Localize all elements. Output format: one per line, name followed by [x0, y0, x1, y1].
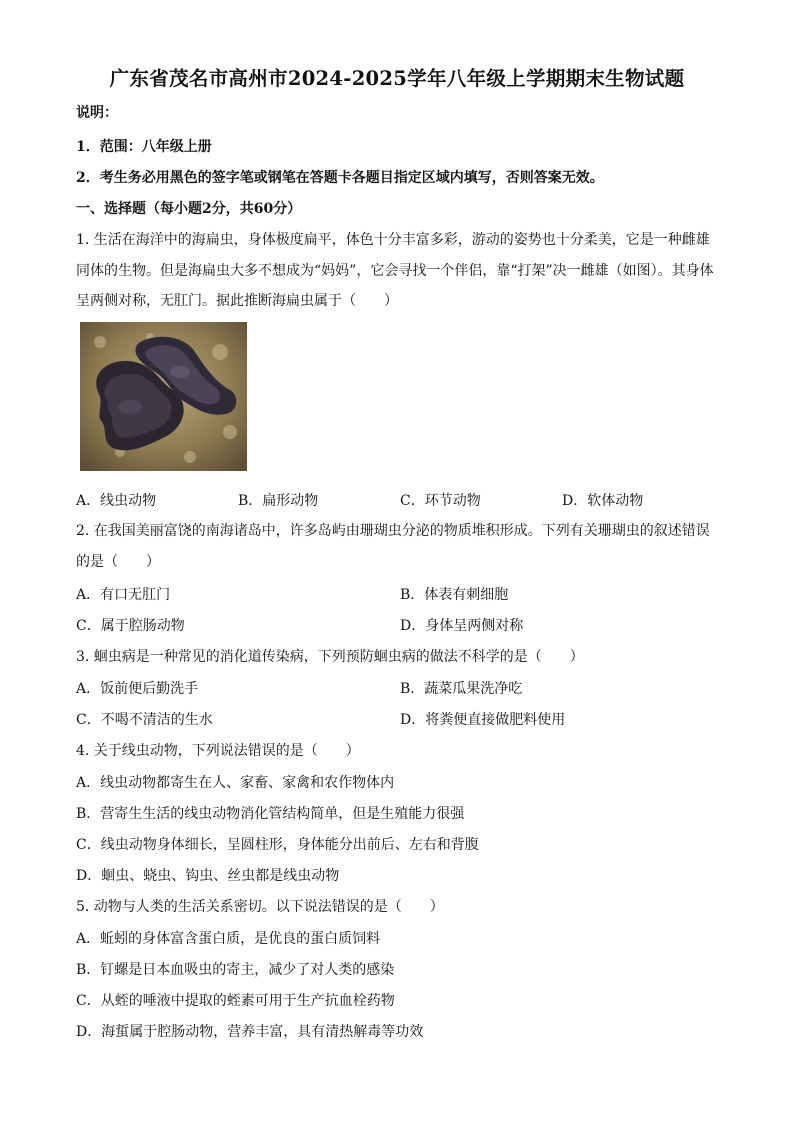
q4-option-b[interactable]: B．营寄生生活的线虫动物消化管结构简单，但是生殖能力很强 [76, 806, 465, 822]
q2-option-c[interactable]: C．属于腔肠动物 [76, 618, 185, 634]
notes-header: 说明： [76, 105, 118, 121]
q5-option-a[interactable]: A．蚯蚓的身体富含蛋白质，是优良的蛋白质饲料 [76, 931, 381, 947]
q2-option-a[interactable]: A．有口无肛门 [76, 587, 171, 603]
note-scope: 1．范围：八年级上册 [76, 139, 212, 155]
exam-title: 广东省茂名市高州市2024-2025学年八年级上学期期末生物试题 [109, 67, 685, 90]
question-4-stem: 4. 关于线虫动物，下列说法错误的是（ ） [76, 743, 360, 759]
q5-option-d[interactable]: D．海蜇属于腔肠动物，营养丰富，具有清热解毒等功效 [76, 1024, 424, 1040]
flatworm-image [80, 322, 247, 471]
q3-option-d[interactable]: D．将粪便直接做肥料使用 [400, 712, 566, 728]
question-1-stem: 1. 生活在海洋中的海扁虫，身体极度扁平，体色十分丰富多彩，游动的姿势也十分柔美，它是一种雌雄同体的生物。但是海扁虫大多不想成为“妈妈”，它会寻找一个伴侣，靠“打架”决一雌雄（如图）。其身体呈两侧对称，无肛门。据此推断海扁虫属于（ ） [76, 232, 714, 309]
q5-option-c[interactable]: C．从蛭的唾液中提取的蛭素可用于生产抗血栓药物 [76, 993, 395, 1009]
q3-option-c[interactable]: C．不喝不清洁的生水 [76, 712, 213, 728]
flatworm-photo [80, 322, 247, 471]
q2-option-d[interactable]: D．身体呈两侧对称 [400, 618, 524, 634]
q2-option-b[interactable]: B．体表有刺细胞 [400, 587, 509, 603]
q1-option-d[interactable]: D．软体动物 [562, 493, 644, 509]
q5-option-b[interactable]: B．钉螺是日本血吸虫的寄主，减少了对人类的感染 [76, 962, 395, 978]
q4-option-c[interactable]: C．线虫动物身体细长，呈圆柱形，身体能分出前后、左右和背腹 [76, 837, 479, 853]
q4-option-d[interactable]: D．蛔虫、蛲虫、钩虫、丝虫都是线虫动物 [76, 868, 340, 884]
q4-option-a[interactable]: A．线虫动物都寄生在人、家畜、家禽和农作物体内 [76, 775, 395, 791]
q3-option-b[interactable]: B．蔬菜瓜果洗净吃 [400, 681, 523, 697]
q1-option-c[interactable]: C．环节动物 [400, 493, 481, 509]
question-3-stem: 3. 蛔虫病是一种常见的消化道传染病，下列预防蛔虫病的做法不科学的是（ ） [76, 649, 584, 665]
question-5-stem: 5. 动物与人类的生活关系密切。以下说法错误的是（ ） [76, 899, 444, 915]
q1-option-b[interactable]: B．扁形动物 [238, 493, 319, 509]
note-instruction: 2．考生务必用黑色的签字笔或钢笔在答题卡各题目指定区域内填写，否则答案无效。 [76, 170, 604, 186]
section-header: 一、选择题（每小题2分，共60分） [76, 201, 302, 217]
question-2-stem: 2. 在我国美丽富饶的南海诸岛中，许多岛屿由珊瑚虫分泌的物质堆积形成。下列有关珊瑚虫的叙述错误的是（ ） [76, 523, 710, 570]
q1-option-a[interactable]: A．线虫动物 [76, 493, 157, 509]
q3-option-a[interactable]: A．饭前便后勤洗手 [76, 681, 199, 697]
